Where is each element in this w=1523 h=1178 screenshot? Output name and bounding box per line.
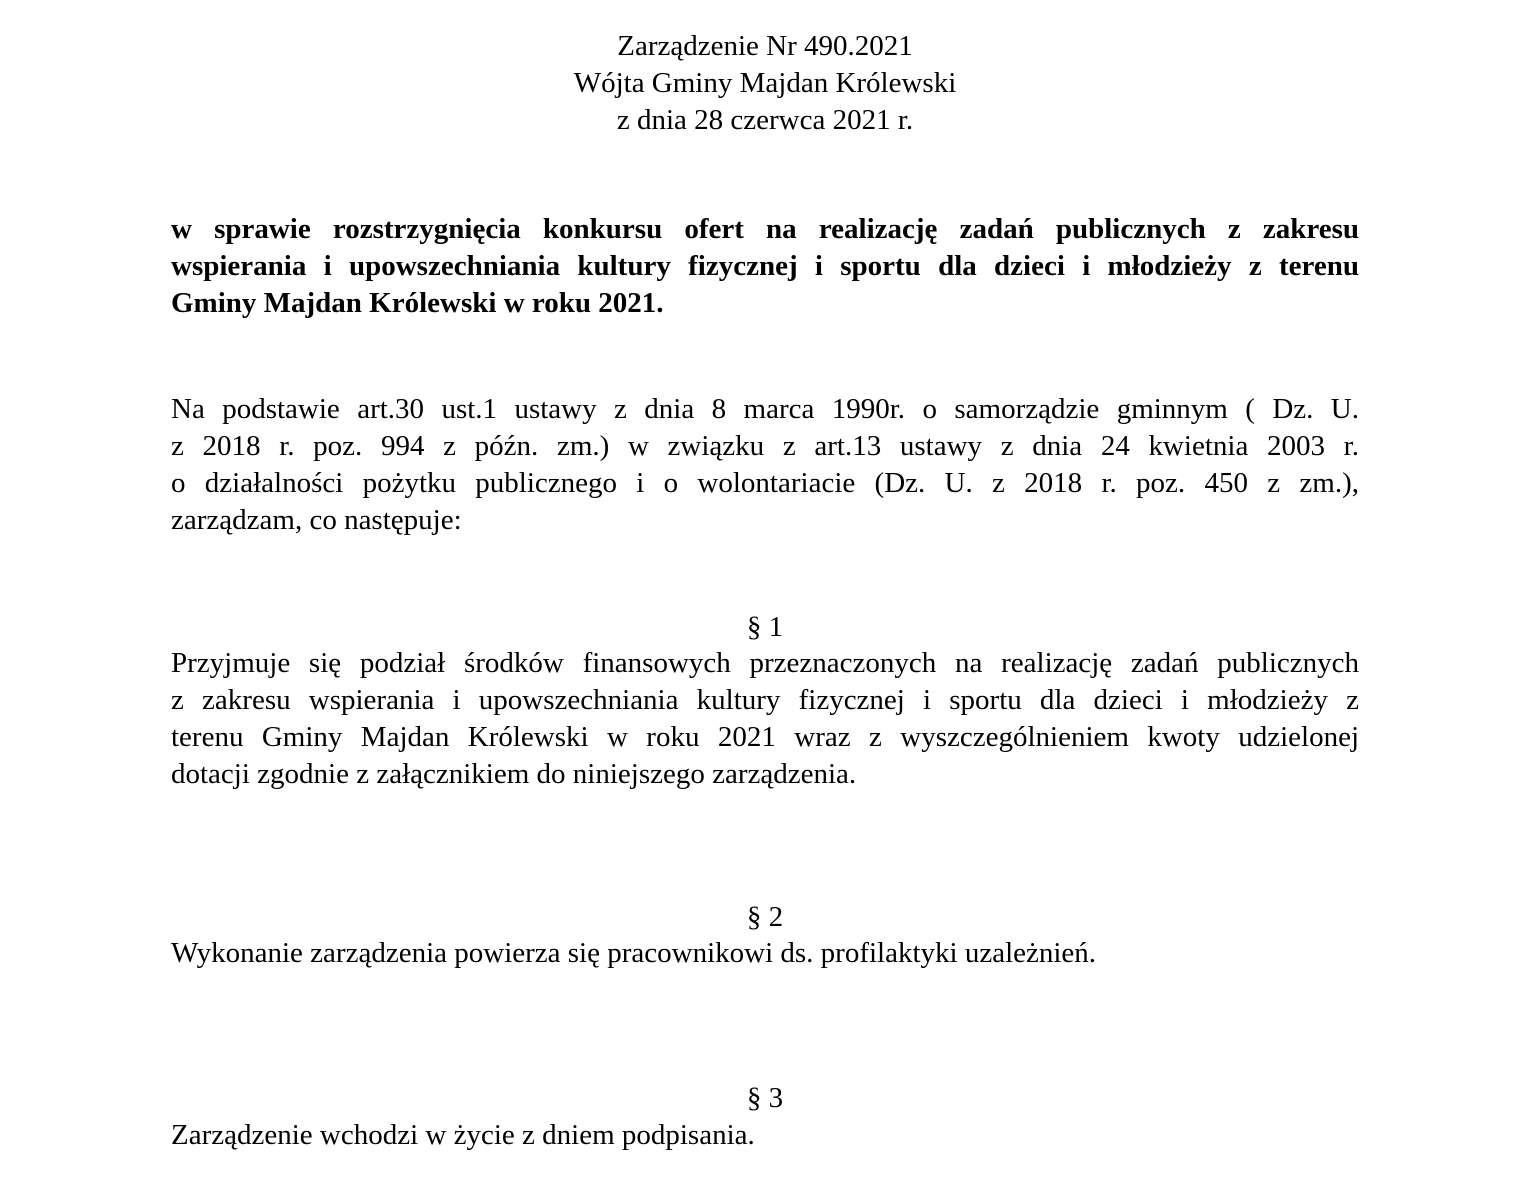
section-2-number: § 2 — [746, 901, 784, 933]
legal-basis-line: zarządzam, co następuje: — [171, 504, 462, 536]
ordinance-number: Zarządzenie Nr 490.2021 — [617, 30, 913, 62]
legal-basis-line: Na podstawie art.30 ust.1 ustawy z dnia 8 marca 1990r. o samorządzie gminnym ( Dz. U. — [171, 393, 1359, 425]
section-2-text — [171, 935, 1359, 972]
subject-line: w sprawie rozstrzygnięcia konkursu ofert na realizację zadań publicznych z zakresu — [171, 213, 1359, 245]
section-3-line: Zarządzenie wchodzi w życie z dniem podpisania. — [171, 1119, 755, 1151]
legal-basis-line: o działalności pożytku publicznego i o wolontariacie (Dz. U. z 2018 r. poz. 450 z zm.), — [171, 467, 1359, 499]
ordinance-issuer: Wójta Gminy Majdan Królewski — [573, 67, 957, 99]
subject-line: wspierania i upowszechniania kultury fizycznej i sportu dla dzieci i młodzieży z terenu — [171, 250, 1359, 282]
legal-basis — [171, 391, 1359, 539]
document-header — [0, 28, 1523, 139]
section-3-number: § 3 — [746, 1082, 784, 1114]
section-1-line: Przyjmuje się podział środków finansowych przeznaczonych na realizację zadań publicznych — [171, 647, 1359, 679]
ordinance-date: z dnia 28 czerwca 2021 r. — [616, 104, 914, 136]
section-3-text — [171, 1117, 1359, 1154]
subject-line: Gminy Majdan Królewski w roku 2021. — [171, 287, 664, 319]
section-1-line: terenu Gminy Majdan Królewski w roku 2021 wraz z wyszczególnieniem kwoty udzielonej — [171, 721, 1359, 753]
section-1-number: § 1 — [746, 611, 784, 643]
section-1-text — [171, 645, 1359, 793]
legal-basis-line: z 2018 r. poz. 994 z późn. zm.) w związku z art.13 ustawy z dnia 24 kwietnia 2003 r. — [171, 430, 1359, 462]
section-1-line: dotacji zgodnie z załącznikiem do niniejszego zarządzenia. — [171, 758, 857, 790]
ordinance-subject — [171, 211, 1359, 322]
section-1-line: z zakresu wspierania i upowszechniania kultury fizycznej i sportu dla dzieci i młodzieży z — [171, 684, 1359, 716]
section-2-line: Wykonanie zarządzenia powierza się pracownikowi ds. profilaktyki uzależnień. — [171, 937, 1097, 969]
